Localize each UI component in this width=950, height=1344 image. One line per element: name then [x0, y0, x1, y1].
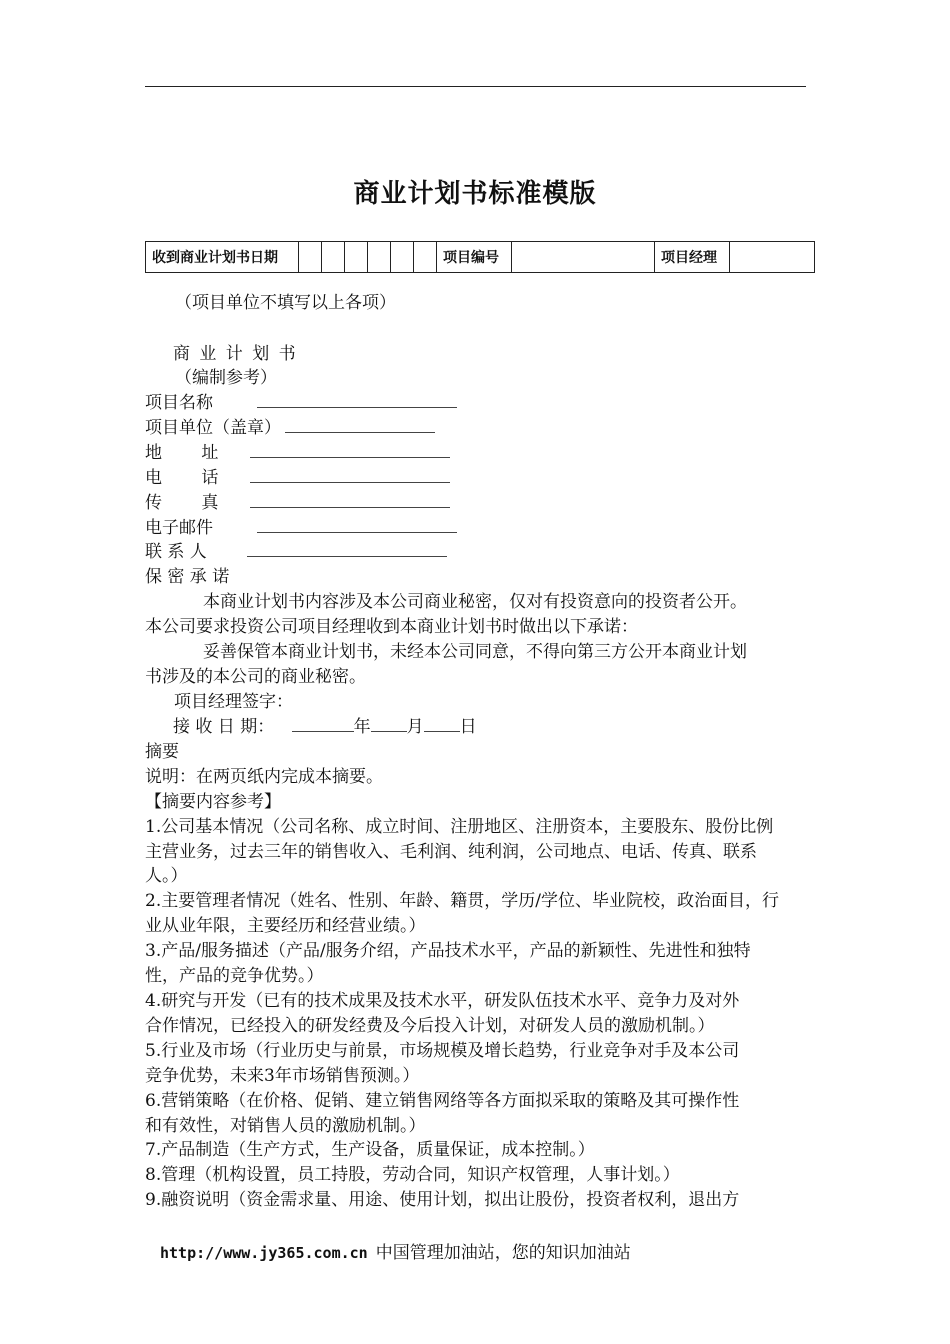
field-project-name: [145, 391, 457, 415]
date-cell[interactable]: [345, 242, 368, 273]
date-cell[interactable]: [368, 242, 391, 273]
contact-blank[interactable]: [247, 540, 447, 557]
date-cell[interactable]: [322, 242, 345, 273]
footer-slogan: 中国管理加油站，您的知识加油站: [375, 1243, 631, 1263]
project-unit-blank[interactable]: [285, 416, 435, 433]
project-number-cell[interactable]: [512, 242, 655, 273]
field-label: 项目名称: [145, 393, 213, 413]
reference-line: 7.产品制造（生产方式，生产设备，质量保证，成本控制。）: [145, 1140, 595, 1160]
reference-line: 1.公司基本情况（公司名称、成立时间、注册地区、注册资本，主要股东、股份比例: [145, 817, 774, 837]
project-manager-label: 项目经理: [655, 242, 730, 273]
field-project-unit: [145, 416, 435, 440]
reference-line: 3.产品/服务描述（产品/服务介绍，产品技术水平，产品的新颖性、先进性和独特: [145, 941, 751, 961]
field-contact: [145, 540, 447, 564]
project-number-label: 项目编号: [437, 242, 512, 273]
field-fax: [145, 491, 450, 515]
summary-heading: 摘要: [145, 742, 179, 762]
reference-line: 主营业务，过去三年的销售收入、毛利润、纯利润，公司地点、电话、传真、联系: [145, 842, 757, 862]
year-label: 年: [353, 717, 371, 737]
date-cell[interactable]: [391, 242, 414, 273]
document-title: 商业计划书标准模版: [353, 179, 597, 209]
confidential-paragraph-line: 本商业计划书内容涉及本公司商业秘密，仅对有投资意向的投资者公开。: [203, 592, 747, 612]
section-subheading: （编制参考）: [175, 368, 277, 388]
field-label: 传 真: [145, 493, 219, 513]
day-label: 日: [459, 717, 477, 737]
receive-date-label: 接 收 日 期：: [173, 717, 275, 737]
month-label: 月: [406, 717, 424, 737]
field-label: 地 址: [145, 443, 219, 463]
field-address: [145, 441, 450, 465]
address-blank[interactable]: [250, 441, 450, 458]
day-blank[interactable]: [424, 715, 460, 732]
reference-line: 合作情况，已经投入的研发经费及今后投入计划，对研发人员的激励机制。）: [145, 1016, 715, 1036]
promise-paragraph-line: 书涉及的本公司的商业秘密。: [145, 667, 366, 687]
reference-line: 业从业年限，主要经历和经营业绩。）: [145, 916, 426, 936]
receipt-info-table: [145, 241, 815, 273]
reference-line: 性，产品的竞争优势。）: [145, 966, 324, 986]
field-label: 联 系 人: [145, 542, 207, 562]
reference-line: 竞争优势，未来3年市场销售预测。）: [145, 1066, 420, 1086]
reference-line: 6.营销策略（在价格、促销、建立销售网络等各方面拟采取的策略及其可操作性: [145, 1091, 740, 1111]
phone-blank[interactable]: [250, 466, 450, 483]
date-cell[interactable]: [414, 242, 437, 273]
field-email: [145, 516, 457, 540]
reference-line: 2.主要管理者情况（姓名、性别、年龄、籍贯，学历/学位、毕业院校，政治面目，行: [145, 891, 779, 911]
summary-explanation: 说明：在两页纸内完成本摘要。: [145, 767, 383, 787]
fax-blank[interactable]: [250, 491, 450, 508]
section-heading: 商 业 计 划 书: [173, 344, 298, 364]
project-name-blank[interactable]: [257, 391, 457, 408]
reference-line: 4.研究与开发（已有的技术成果及技术水平，研发队伍技术水平、竞争力及对外: [145, 991, 740, 1011]
confidential-paragraph-line: 本公司要求投资公司项目经理收到本商业计划书时做出以下承诺：: [145, 617, 638, 637]
header-rule: [145, 86, 806, 87]
field-label: 电 话: [145, 468, 219, 488]
field-confidential: 保 密 承 诺: [145, 567, 230, 587]
date-cell[interactable]: [299, 242, 322, 273]
manager-signature: 项目经理签字：: [174, 692, 293, 712]
reference-line: 和有效性，对销售人员的激励机制。）: [145, 1116, 426, 1136]
promise-paragraph-line: 妥善保管本商业计划书，未经本公司同意，不得向第三方公开本商业计划: [203, 642, 747, 662]
reference-line: 人。）: [145, 866, 188, 886]
receive-date-label: 收到商业计划书日期: [146, 242, 299, 273]
reference-header: 【摘要内容参考】: [145, 792, 281, 812]
reference-line: 8.管理（机构设置，员工持股，劳动合同，知识产权管理，人事计划。）: [145, 1165, 680, 1185]
month-blank[interactable]: [371, 715, 407, 732]
field-phone: [145, 466, 450, 490]
fill-note: （项目单位不填写以上各项）: [175, 293, 396, 313]
receive-date-line: [173, 715, 477, 739]
reference-line: 9.融资说明（资金需求量、用途、使用计划，拟出让股份，投资者权利，退出方: [145, 1190, 740, 1210]
email-blank[interactable]: [257, 516, 457, 533]
field-label: 项目单位（盖章）: [145, 418, 281, 438]
year-blank[interactable]: [292, 715, 354, 732]
page-footer: [160, 1238, 631, 1263]
project-manager-cell[interactable]: [730, 242, 815, 273]
reference-line: 5.行业及市场（行业历史与前景，市场规模及增长趋势，行业竞争对手及本公司: [145, 1041, 740, 1061]
field-label: 电子邮件: [145, 518, 213, 538]
footer-url[interactable]: http://www.jy365.com.cn: [160, 1244, 368, 1262]
